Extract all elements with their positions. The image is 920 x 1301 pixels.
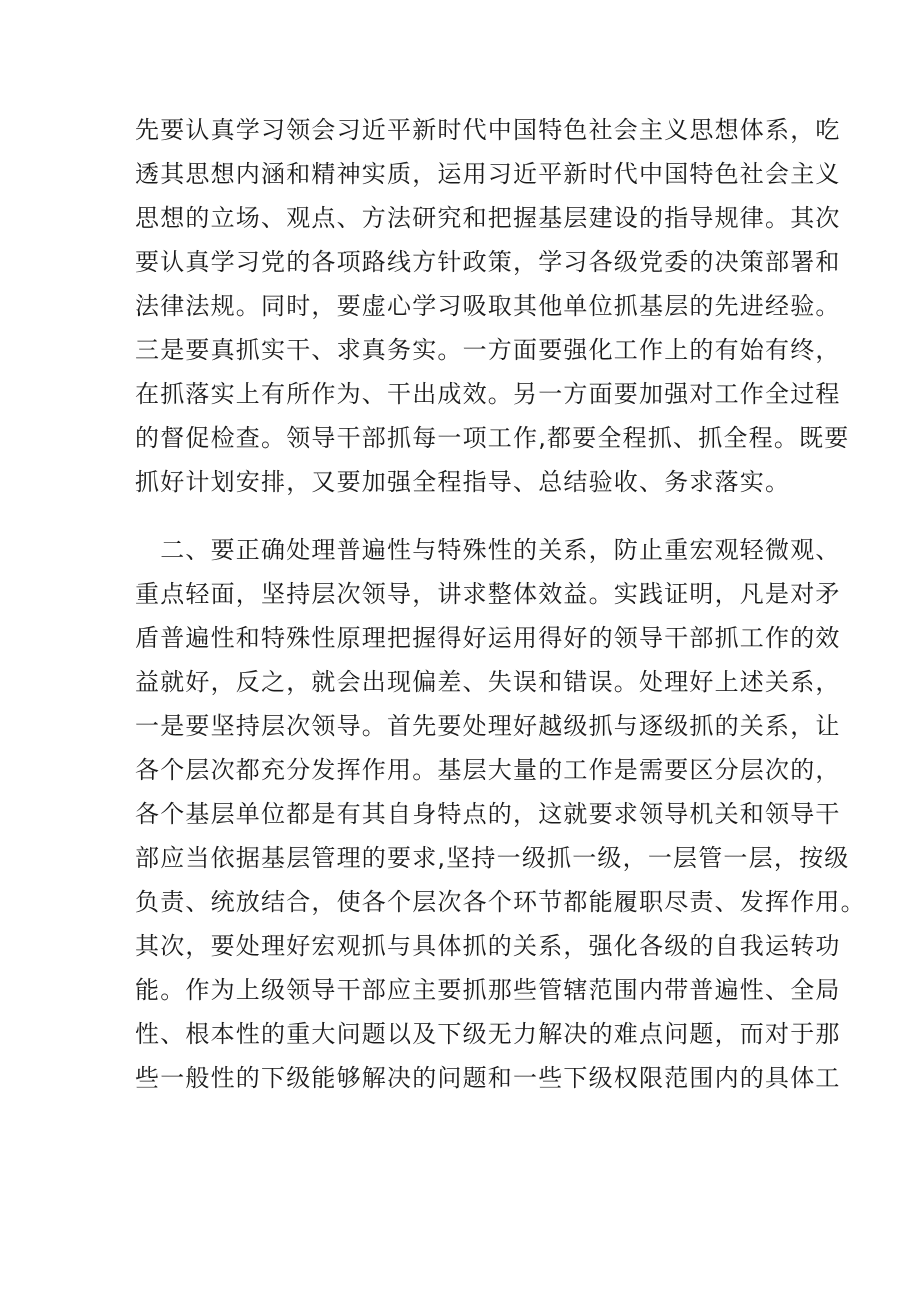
- text-line: 三是要真抓实干、求真务实。一方面要强化工作上的有始有终，: [135, 336, 841, 364]
- paragraph-2: [135, 528, 866, 1100]
- text-line: 益就好，反之，就会出现偏差、失误和错误。处理好上述关系，: [135, 668, 841, 696]
- text-line: 透其思想内涵和精神实质，运用习近平新时代中国特色社会主义: [135, 160, 841, 188]
- text-line: 思想的立场、观点、方法研究和把握基层建设的指导规律。其次: [135, 204, 841, 232]
- text-line: 盾普遍性和特殊性原理把握得好运用得好的领导干部抓工作的效: [135, 624, 841, 652]
- text-line: 的督促检查。领导干部抓每一项工作,都要全程抓、抓全程。既要: [135, 424, 850, 452]
- text-line: 法律法规。同时，要虚心学习吸取其他单位抓基层的先进经验。: [135, 292, 841, 320]
- text-line: 要认真学习党的各项路线方针政策，学习各级党委的决策部署和: [135, 248, 841, 276]
- paragraph-1: [135, 108, 850, 504]
- text-line: 重点轻面，坚持层次领导，讲求整体效益。实践证明，凡是对矛: [135, 580, 841, 608]
- text-line: 部应当依据基层管理的要求,坚持一级抓一级，一层管一层，按级: [135, 844, 850, 872]
- text-line: 先要认真学习领会习近平新时代中国特色社会主义思想体系，吃: [135, 116, 841, 144]
- text-line: 二、要正确处理普遍性与特殊性的关系，防止重宏观轻微观、: [135, 536, 841, 564]
- text-line: 一是要坚持层次领导。首先要处理好越级抓与逐级抓的关系，让: [135, 712, 841, 740]
- text-line: 其次，要处理好宏观抓与具体抓的关系，强化各级的自我运转功: [135, 932, 841, 960]
- text-line: 在抓落实上有所作为、干出成效。另一方面要加强对工作全过程: [135, 380, 841, 408]
- text-line: 些一般性的下级能够解决的问题和一些下级权限范围内的具体工: [135, 1064, 841, 1092]
- text-line: 各个层次都充分发挥作用。基层大量的工作是需要区分层次的，: [135, 756, 841, 784]
- text-line: 抓好计划安排，又要加强全程指导、总结验收、务求落实。: [135, 468, 791, 496]
- text-line: 负责、统放结合，使各个层次各个环节都能履职尽责、发挥作用。: [135, 888, 866, 916]
- text-line: 能。作为上级领导干部应主要抓那些管辖范围内带普遍性、全局: [135, 976, 841, 1004]
- text-line: 性、根本性的重大问题以及下级无力解决的难点问题，而对于那: [135, 1020, 841, 1048]
- text-line: 各个基层单位都是有其自身特点的，这就要求领导机关和领导干: [135, 800, 841, 828]
